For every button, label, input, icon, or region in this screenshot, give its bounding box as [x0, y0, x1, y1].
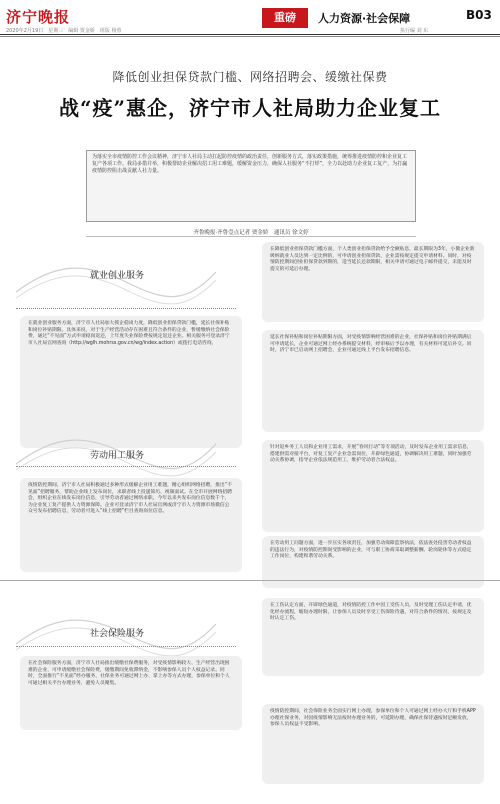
labor-card-right-top: 针对返乡务工人员和企业用工需求，开展“春风行动”等专项活动，及时发布企业用工需求信息，搭建供需对接平台，对复工复产企业急需岗位，开辟绿色通道，协调解决用工难题，同时加强劳动关系协调，指导企业依法规范用工，维护劳动者合法权益。	[262, 440, 484, 532]
section-title: 社会保险服务	[90, 629, 145, 639]
section-header-employment	[16, 252, 236, 308]
section-header-labor	[16, 424, 236, 480]
feature-tag: 重磅	[262, 8, 308, 28]
section-name: 人力资源·社会保障	[318, 12, 411, 25]
page-header	[0, 0, 500, 34]
labor-card-left: 疫情防控期间，济宁市人社局积极通过多种形式缓解企业用工难题，精心组织网络招聘，推出“不见面”招聘服务，帮助企业线上发布岗位，求职者线上投递简历、视频面试。在全市开展网络招聘会，组织企业在线发布岗位信息，引导劳动者通过网络求职，今年以来共发布岗位信息数千个，为企业复工复产提供人力资源保障。企业可登录济宁市人社局官网或济宁市人力资源市场微信公众号发布招聘信息，劳动者可进入“线上招聘”栏目查询岗位信息。	[20, 478, 242, 572]
header-rule-thin	[0, 36, 500, 37]
dotted-rule	[16, 466, 236, 468]
employment-card-right-top: 在降低创业担保贷款门槛方面，个人类创业担保贷款给予全额贴息，最长期限为3年，小微企业新吸纳就业人员达到一定比例的，可申请创业担保贷款，企业需按规定提交申请材料。同时，对疫情防控期间创业担保贷款到期的，适当延长还款期限，相关申请可通过电子邮件提交，未能及时提交的可延后办理。	[262, 242, 484, 322]
editor-credits: 执行编 刘 东	[400, 28, 429, 34]
date-line: 2020年2月19日 星期三 编辑 贾金娇 组版 杨蓉	[6, 28, 122, 34]
byline-rule	[86, 236, 416, 237]
section-header-insurance	[16, 604, 236, 660]
section-title: 就业创业服务	[90, 271, 145, 281]
employment-card-right-bottom: 延长社保补贴和岗位补贴期限方面，对受疫情影响经营困难的企业，社保补贴和岗位补贴期满后可申请延长，企业可通过网上经办系统提交材料，经审核后予以办理，有关材料可延后补交。同时，济宁市已启动网上招聘会，企业可通过线上平台发布招聘信息。	[262, 330, 484, 432]
section-divider	[0, 580, 500, 581]
newspaper-logo: 济宁晚报	[6, 8, 71, 26]
insurance-card-left: 在社会保险服务方面，济宁市人社局推出缓缴社保费服务，对受疫情影响较大、生产经营出现困难的企业，可申请缓缴社会保险费，缓缴期间免收滞纳金，不影响参保人员个人权益记录。同时，全面推行“不见面”经办服务，社保业务可通过网上办、掌上办等方式办理，参保单位和个人可通过相关平台办理业务，避免人员聚集。	[20, 656, 242, 730]
subheadline: 降低创业担保贷款门槛、网络招聘会、缓缴社保费	[112, 70, 388, 84]
byline: 齐鲁晚报·齐鲁壹点记者 贾金娇 通讯员 徐文婷	[193, 230, 309, 236]
page-number: B03	[466, 8, 492, 22]
intro-box: 为落实全市疫情防控工作会议精神，济宁市人社局主动扛起防控疫情的政治责任，创新服务方式，落实政策措施，统筹推进疫情防控和企业复工复产各项工作。我局多措并举，积极帮助企业解决招工用工难题，缓解资金压力，确保人社服务“不打烊”，全力以赴助力企业复工复产，为打赢疫情防控阻击战贡献人社力量。	[86, 150, 416, 222]
employment-card-left: 在就业创业服务方面，济宁市人社局加大援企稳岗力度，降低创业担保贷款门槛，延长社保补贴和岗位补贴期限。具体来说，对于生产经营活动存在困难且符合条件的企业，暂缓缴纳社会保险费，通过“不见面”方式申请稳岗返还，上年度失业保险费按规定返还企业。相关服务可登录济宁市人社局官网查询（http://wglh.mohrss.gov.cn/wg/index.action）或拨打电话咨询。	[20, 316, 242, 448]
insurance-card-right-top: 在工伤认定方面，开辟绿色通道，对疫情防控工作中因工受伤人员，及时受理工伤认定申请，优化经办流程，缩短办理时限，让参保人员及时享受工伤保险待遇，对符合条件的情况，按规定及时认定工伤。	[262, 598, 484, 676]
insurance-card-right-bottom: 疫情防控期间，社会保险业务全面实行网上办理，参保单位和个人可通过网上经办大厅和手机APP办理社保业务，对因疫情影响无法按时办理业务的，可延期办理，确保社保待遇按时足额发放，参保人员权益不受影响。	[262, 704, 484, 784]
dotted-rule	[16, 308, 236, 310]
section-title: 劳动用工服务	[90, 451, 145, 461]
labor-card-right-bottom: 在劳动用工问题方面，进一步压实各项责任，加强劳动保障监察执法，依法查处侵害劳动者权益的违法行为，对疫情防控期间受影响的企业，可与职工协商采取调整薪酬、轮岗轮休等方式稳定工作岗位，构建和谐劳动关系。	[262, 536, 484, 588]
header-rule	[0, 34, 500, 35]
headline: 战“疫”惠企，济宁市人社局助力企业复工	[58, 96, 441, 120]
dotted-rule	[16, 646, 236, 648]
